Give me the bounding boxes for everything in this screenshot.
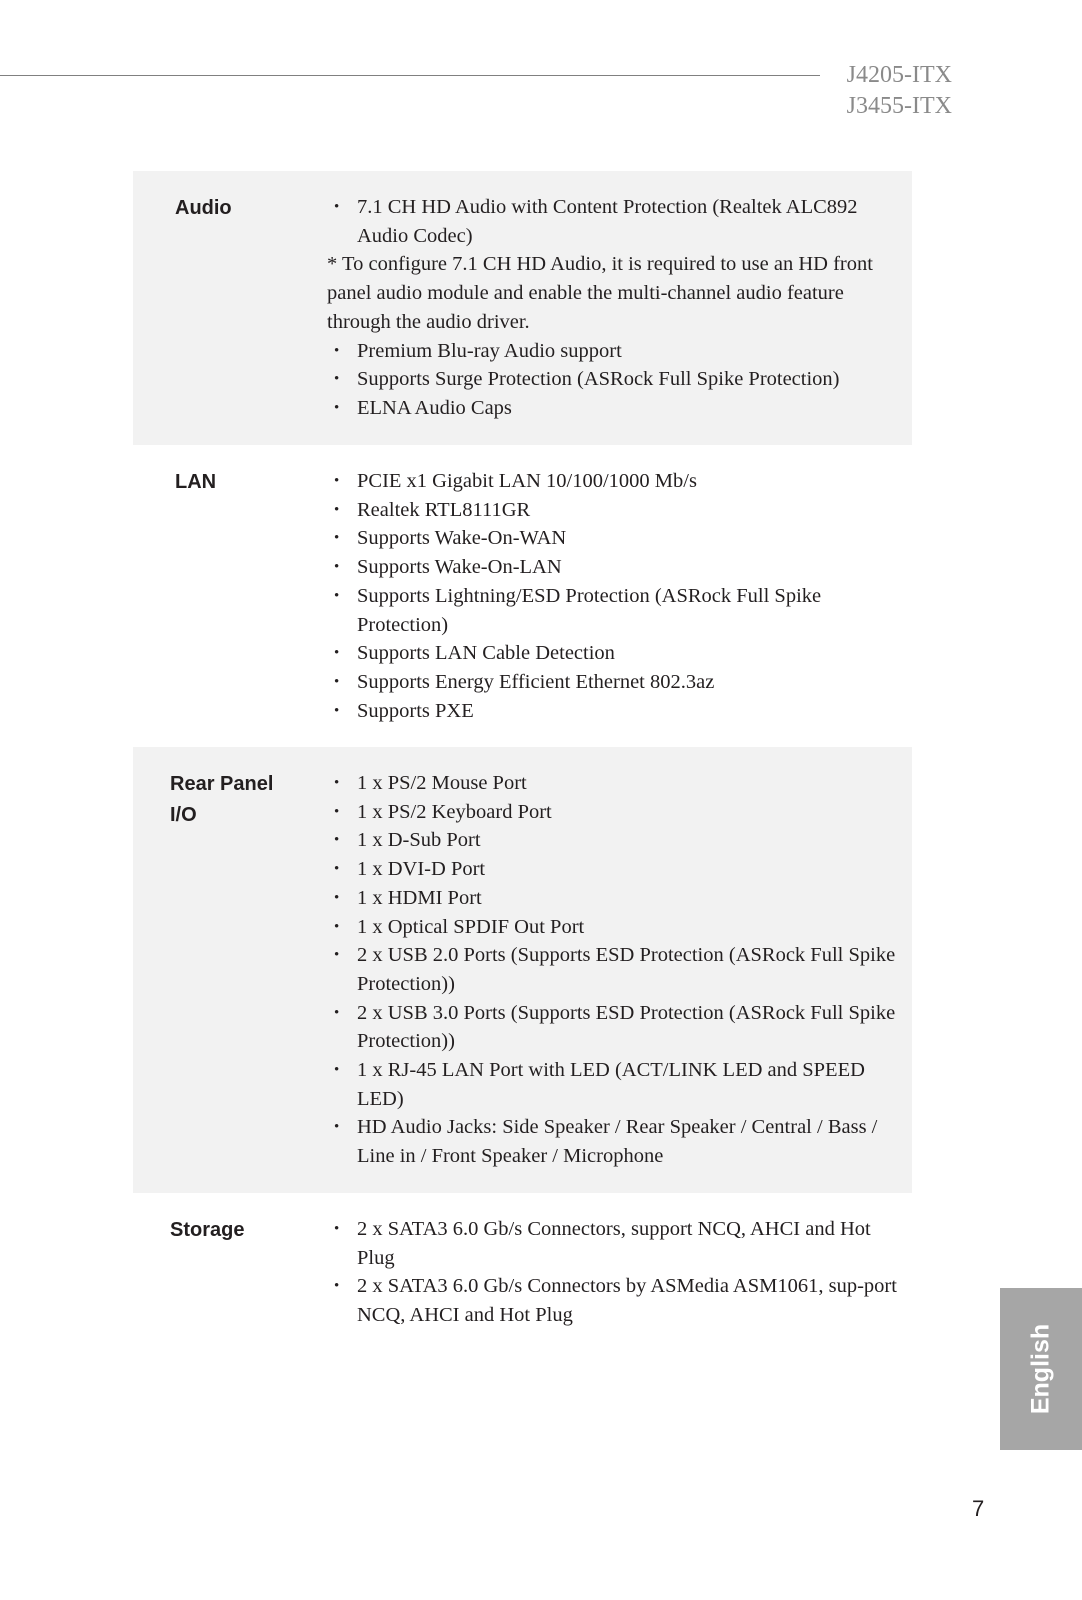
audio-label: Audio <box>175 197 232 219</box>
storage-label: Storage <box>170 1219 245 1241</box>
list-item: • Supports PXE <box>327 697 897 726</box>
list-item: • Realtek RTL8111GR <box>327 496 897 525</box>
list-item: • 2 x SATA3 6.0 Gb/s Connectors by ASMedia ASM1061, sup-port NCQ, AHCI and Hot Plug <box>327 1272 897 1329</box>
storage-content <box>327 1215 897 1330</box>
list-item: • 2 x USB 3.0 Ports (Supports ESD Protection (ASRock Full Spike Protection)) <box>327 999 897 1056</box>
list-item: • Supports Surge Protection (ASRock Full Spike Protection) <box>327 365 897 394</box>
language-tab <box>1000 1288 1082 1450</box>
list-item: • ELNA Audio Caps <box>327 394 897 423</box>
rear-panel-section <box>133 747 912 1193</box>
audio-content <box>327 193 897 423</box>
list-item: • 2 x USB 2.0 Ports (Supports ESD Protection (ASRock Full Spike Protection)) <box>327 941 897 998</box>
language-tab-label: English <box>1026 1323 1055 1415</box>
page-number: 7 <box>972 1496 985 1521</box>
list-item: • PCIE x1 Gigabit LAN 10/100/1000 Mb/s <box>327 467 897 496</box>
list-item: • 1 x DVI-D Port <box>327 855 897 884</box>
list-item: • Supports Energy Efficient Ethernet 802.3az <box>327 668 897 697</box>
list-item: • Supports LAN Cable Detection <box>327 639 897 668</box>
list-item: • 1 x RJ-45 LAN Port with LED (ACT/LINK LED and SPEED LED) <box>327 1056 897 1113</box>
list-item: • 1 x Optical SPDIF Out Port <box>327 913 897 942</box>
lan-section <box>133 445 912 747</box>
list-item: • Supports Lightning/ESD Protection (ASRock Full Spike Protection) <box>327 582 897 639</box>
rear-panel-content <box>327 769 897 1171</box>
model-name-1: J4205-ITX <box>846 62 952 88</box>
audio-note: * To configure 7.1 CH HD Audio, it is required to use an HD front panel audio module and enable the multi-channel audio feature through the audio driver. <box>327 253 873 333</box>
storage-section <box>133 1193 912 1353</box>
model-name-2: J3455-ITX <box>846 93 952 119</box>
rear-panel-label-line-2: I/O <box>170 804 197 826</box>
list-item: • 2 x SATA3 6.0 Gb/s Connectors, support NCQ, AHCI and Hot Plug <box>327 1215 897 1272</box>
lan-content <box>327 467 897 725</box>
list-item: • Supports Wake-On-LAN <box>327 553 897 582</box>
list-item: • 1 x D-Sub Port <box>327 826 897 855</box>
list-item: • 1 x PS/2 Keyboard Port <box>327 798 897 827</box>
audio-section <box>133 171 912 445</box>
rear-panel-label <box>170 769 273 831</box>
list-item: • 1 x PS/2 Mouse Port <box>327 769 897 798</box>
list-item: • HD Audio Jacks: Side Speaker / Rear Speaker / Central / Bass / Line in / Front Speaker / Microphone <box>327 1113 897 1170</box>
list-item: • Premium Blu-ray Audio support <box>327 337 897 366</box>
lan-label: LAN <box>175 471 217 493</box>
list-item: • 1 x HDMI Port <box>327 884 897 913</box>
list-item: • Supports Wake-On-WAN <box>327 524 897 553</box>
rear-panel-label-line-1: Rear Panel <box>170 773 274 795</box>
header-rule <box>0 75 820 76</box>
list-item: • 7.1 CH HD Audio with Content Protection (Realtek ALC892 Audio Codec) <box>327 193 897 250</box>
